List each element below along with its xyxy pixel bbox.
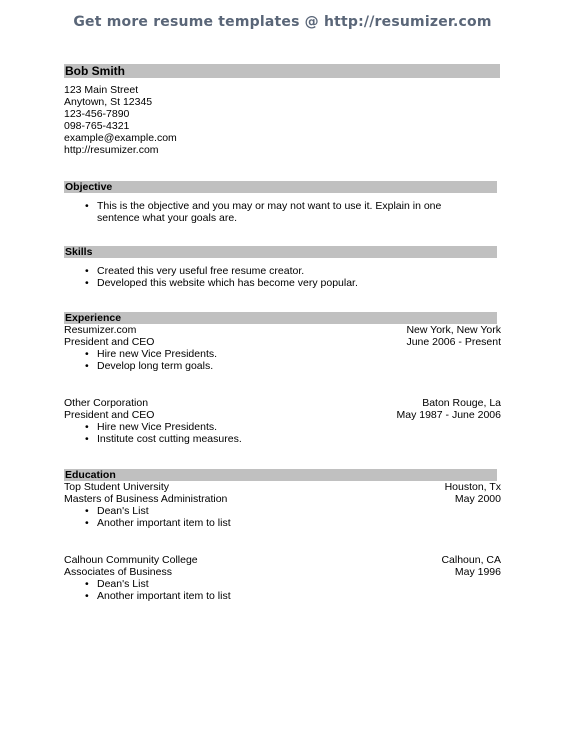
- entry-org: Calhoun Community College: [64, 554, 198, 566]
- list-item: [64, 421, 497, 433]
- contact-block: [64, 84, 497, 156]
- resume-name: Bob Smith: [64, 64, 500, 78]
- entry-org: Resumizer.com: [64, 324, 137, 336]
- list-item: [64, 265, 497, 277]
- entry-location: Houston, Tx: [444, 481, 501, 493]
- list-item: [64, 277, 497, 289]
- contact-phone-2: 098-765-4321: [64, 120, 130, 132]
- entry-subheader-row: [64, 566, 501, 578]
- entry-location: Baton Rouge, La: [422, 397, 501, 409]
- entry-location: New York, New York: [406, 324, 501, 336]
- list-item: [64, 505, 497, 517]
- entry-location: Calhoun, CA: [441, 554, 501, 566]
- contact-phone-1: 123-456-7890: [64, 108, 130, 120]
- list-item: [64, 578, 497, 590]
- list-item-text: Develop long term goals.: [97, 360, 214, 372]
- list-item-text: Developed this website which has become very popular.: [97, 277, 358, 289]
- list-item-text: Dean's List: [97, 505, 149, 517]
- list-item-text: Dean's List: [97, 578, 149, 590]
- contact-website: http://resumizer.com: [64, 144, 159, 156]
- entry-subheader-row: [64, 336, 501, 348]
- list-item-text: Created this very useful free resume creator.: [97, 265, 305, 277]
- contact-street: 123 Main Street: [64, 84, 139, 96]
- bullet-icon: •: [85, 360, 89, 372]
- entry-dates: May 1987 - June 2006: [396, 409, 501, 421]
- bullet-icon: •: [85, 517, 89, 529]
- bullet-icon: •: [85, 348, 89, 360]
- objective-section: [64, 181, 497, 224]
- entry-bullets: [64, 578, 497, 602]
- experience-entry: [64, 397, 501, 445]
- list-item-text: Another important item to list: [97, 590, 231, 602]
- entry-subheader-row: [64, 493, 501, 505]
- experience-heading: Experience: [64, 312, 497, 324]
- experience-section: [64, 312, 501, 445]
- list-item: [64, 348, 497, 360]
- skills-heading: Skills: [64, 246, 497, 258]
- bullet-icon: •: [85, 277, 89, 289]
- entry-role: Associates of Business: [64, 566, 172, 578]
- bullet-icon: •: [85, 200, 89, 212]
- list-item: [64, 360, 497, 372]
- bullet-icon: •: [85, 590, 89, 602]
- entry-org: Top Student University: [64, 481, 170, 493]
- experience-entry: [64, 324, 501, 372]
- education-section: [64, 469, 501, 602]
- skills-section: [64, 246, 497, 289]
- entry-bullets: [64, 421, 497, 445]
- promo-banner: Get more resume templates @ http://resumizer.com: [73, 14, 492, 30]
- objective-heading: Objective: [64, 181, 497, 193]
- entry-role: President and CEO: [64, 336, 155, 348]
- entry-org: Other Corporation: [64, 397, 149, 409]
- contact-email: example@example.com: [64, 132, 177, 144]
- entry-role: President and CEO: [64, 409, 155, 421]
- entry-dates: June 2006 - Present: [406, 336, 501, 348]
- list-item-text: Institute cost cutting measures.: [97, 433, 242, 445]
- entry-subheader-row: [64, 409, 501, 421]
- education-entry: [64, 554, 501, 602]
- entry-bullets: [64, 505, 497, 529]
- education-heading: Education: [64, 469, 497, 481]
- entry-bullets: [64, 348, 497, 372]
- contact-city: Anytown, St 12345: [64, 96, 153, 108]
- resume-page: [64, 64, 501, 602]
- list-item-text: This is the objective and you may or may not want to use it. Explain in one sentence what your goals are.: [97, 200, 442, 224]
- objective-list: [64, 200, 497, 224]
- skills-list: [64, 265, 497, 289]
- bullet-icon: •: [85, 505, 89, 517]
- entry-role: Masters of Business Administration: [64, 493, 228, 505]
- entry-dates: May 1996: [454, 566, 501, 578]
- list-item-text: Hire new Vice Presidents.: [97, 421, 218, 433]
- list-item: [64, 433, 497, 445]
- list-item: [64, 517, 497, 529]
- list-item-text: Hire new Vice Presidents.: [97, 348, 218, 360]
- entry-header-row: [64, 324, 501, 336]
- bullet-icon: •: [85, 265, 89, 277]
- entry-header-row: [64, 481, 501, 493]
- list-item: [64, 590, 497, 602]
- entry-header-row: [64, 554, 501, 566]
- list-item: [64, 200, 477, 224]
- bullet-icon: •: [85, 433, 89, 445]
- bullet-icon: •: [85, 578, 89, 590]
- list-item-text: Another important item to list: [97, 517, 231, 529]
- education-entry: [64, 481, 501, 529]
- entry-dates: May 2000: [454, 493, 501, 505]
- entry-header-row: [64, 397, 501, 409]
- bullet-icon: •: [85, 421, 89, 433]
